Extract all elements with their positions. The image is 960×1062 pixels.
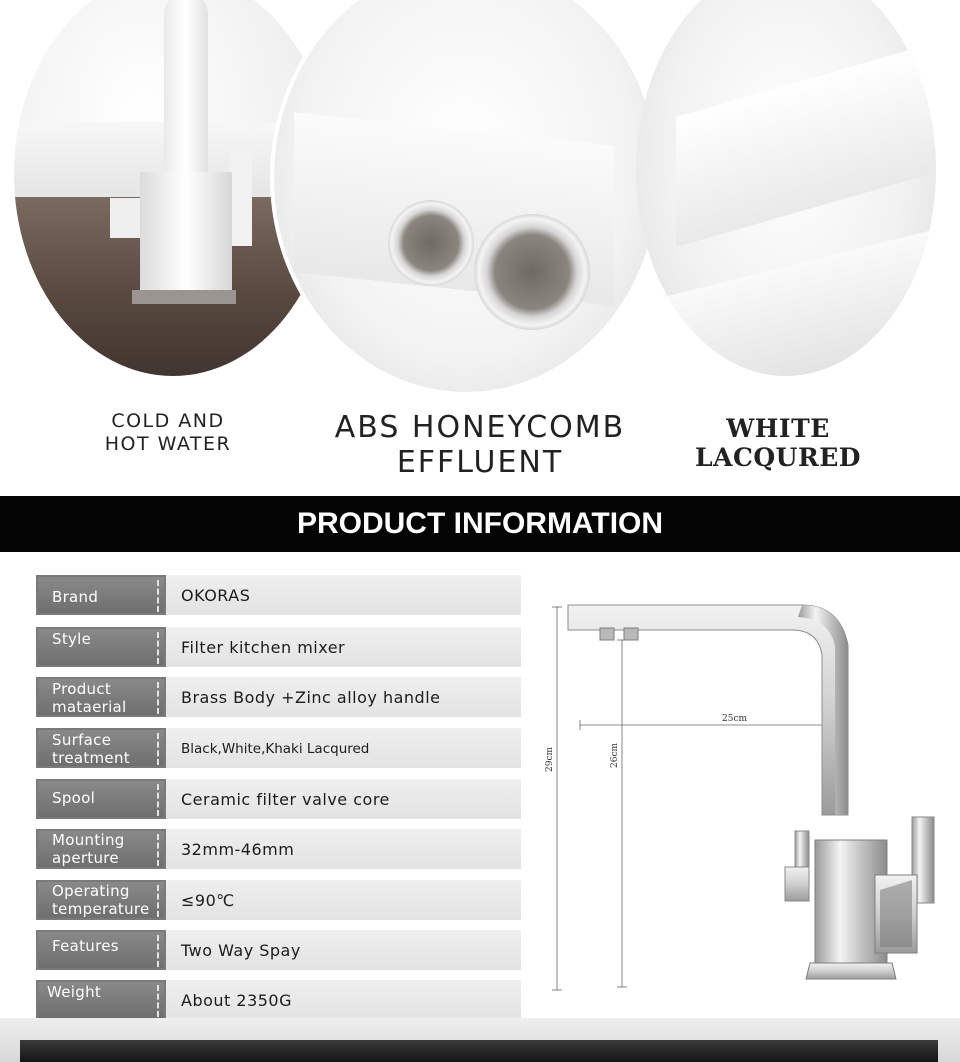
spec-value: OKORAS [166, 575, 521, 615]
aerator-small [388, 200, 474, 286]
aerator-large [474, 214, 590, 330]
spec-row-material [36, 677, 521, 717]
faucet-dimension-drawing [540, 575, 960, 1015]
spec-label: Surface treatment [36, 728, 166, 768]
dim-total-height: 29cm [545, 746, 555, 772]
caption-honeycomb: ABS HONEYCOMB EFFLUENT [334, 410, 626, 480]
spec-row-weight [36, 980, 521, 1020]
spec-row-temperature [36, 880, 521, 920]
product-information-banner: PRODUCT INFORMATION [0, 496, 960, 552]
spec-label: Mounting aperture [36, 829, 166, 869]
spec-value: Brass Body +Zinc alloy handle [166, 677, 521, 717]
caption-cold-hot: COLD AND HOT WATER [104, 410, 232, 455]
spec-label: Style [36, 627, 166, 667]
caption-white-lacqured: WHITE LACQURED [695, 414, 861, 472]
spec-label: Features [36, 930, 166, 970]
faucet-photo-lacquer [636, 0, 936, 376]
spec-value: 32mm-46mm [166, 829, 521, 869]
spec-value: About 2350G [166, 980, 521, 1020]
spec-row-style [36, 627, 521, 667]
spec-row-spool [36, 779, 521, 819]
spec-label: Spool [36, 779, 166, 819]
spec-value: Ceramic filter valve core [166, 779, 521, 819]
spec-row-brand [36, 575, 521, 615]
spec-value: Black,White,Khaki Lacqured [166, 728, 521, 768]
dim-reach: 25cm [722, 714, 748, 724]
spec-value: ≤90℃ [166, 880, 521, 920]
feature-section [0, 0, 960, 496]
spec-label: Product mataerial [36, 677, 166, 717]
bottom-dark-bar [20, 1040, 938, 1062]
spec-row-mounting [36, 829, 521, 869]
spec-label: Weight [36, 980, 166, 1020]
spec-label: Brand [36, 575, 166, 615]
spec-value: Two Way Spay [166, 930, 521, 970]
faucet-illustration [568, 605, 934, 979]
faucet-dimension-svg [540, 575, 960, 1015]
spec-row-features [36, 930, 521, 970]
spec-row-surface [36, 728, 521, 768]
spec-value: Filter kitchen mixer [166, 627, 521, 667]
dim-spout-height: 26cm [610, 742, 620, 768]
spec-label: Operating temperature [36, 880, 166, 920]
